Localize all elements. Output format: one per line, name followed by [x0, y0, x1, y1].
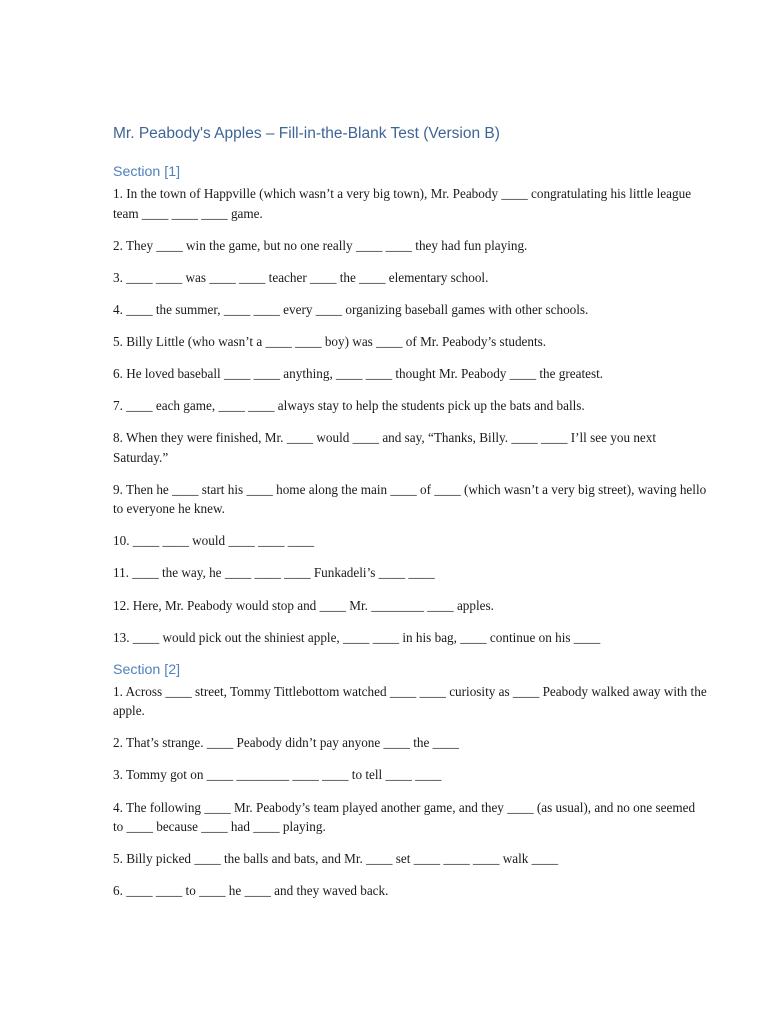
document-title: Mr. Peabody's Apples – Fill-in-the-Blank Test (Version B): [113, 125, 500, 142]
question-2-5: 5. Billy picked ____ the balls and bats, and Mr. ____ set ____ ____ ____ walk ____: [113, 851, 559, 867]
section-heading: Section [1]: [113, 164, 181, 180]
question-2-1: 1. Across ____ street, Tommy Tittlebottom watched ____ ____ curiosity as ____ Peabody walked away with the apple.: [113, 683, 707, 719]
question-1-11: 11. ____ the way, he ____ ____ ____ Funkadeli’s ____ ____: [113, 565, 435, 581]
question-1-1: 1. In the town of Happville (which wasn’t a very big town), Mr. Peabody ____ congratulating his little league team ____ ____ ____ game.: [113, 186, 692, 221]
section-2: [113, 660, 708, 901]
question-1-4: 4. ____ the summer, ____ ____ every ____ organizing baseball games with other schools.: [113, 301, 589, 317]
question-1-3: 3. ____ ____ was ____ ____ teacher ____ the ____ elementary school.: [113, 269, 489, 285]
question-2-6: 6. ____ ____ to ____ he ____ and they waved back.: [113, 883, 389, 899]
question-1-9: 9. Then he ____ start his ____ home along the main ____ of ____ (which wasn’t a very big street), waving hello to everyone he knew.: [113, 481, 707, 517]
question-1-5: 5. Billy Little (who wasn’t a ____ ____ boy) was ____ of Mr. Peabody’s students.: [113, 333, 547, 349]
section-1: [113, 162, 708, 647]
section-heading: Section [2]: [113, 661, 181, 678]
question-2-4: 4. The following ____ Mr. Peabody’s team played another game, and they ____ (as usual), and no one seemed to ____ because ____ had ____ playing.: [113, 799, 696, 834]
question-1-12: 12. Here, Mr. Peabody would stop and ____ Mr. ________ ____ apples.: [113, 597, 494, 613]
question-1-10: 10. ____ ____ would ____ ____ ____: [113, 533, 315, 549]
question-2-2: 2. That’s strange. ____ Peabody didn’t pay anyone ____ the ____: [113, 735, 459, 751]
question-1-6: 6. He loved baseball ____ ____ anything, ____ ____ thought Mr. Peabody ____ the greatest.: [113, 365, 604, 381]
question-2-3: 3. Tommy got on ____ ________ ____ ____ to tell ____ ____: [113, 767, 442, 783]
question-1-2: 2. They ____ win the game, but no one really ____ ____ they had fun playing.: [113, 237, 528, 253]
question-1-8: 8. When they were finished, Mr. ____ would ____ and say, “Thanks, Billy. ____ ____ I’ll see you next Saturday.”: [113, 430, 657, 465]
question-1-13: 13. ____ would pick out the shiniest apple, ____ ____ in his bag, ____ continue on his ____: [113, 629, 601, 645]
question-1-7: 7. ____ each game, ____ ____ always stay to help the students pick up the bats and balls.: [113, 398, 585, 414]
